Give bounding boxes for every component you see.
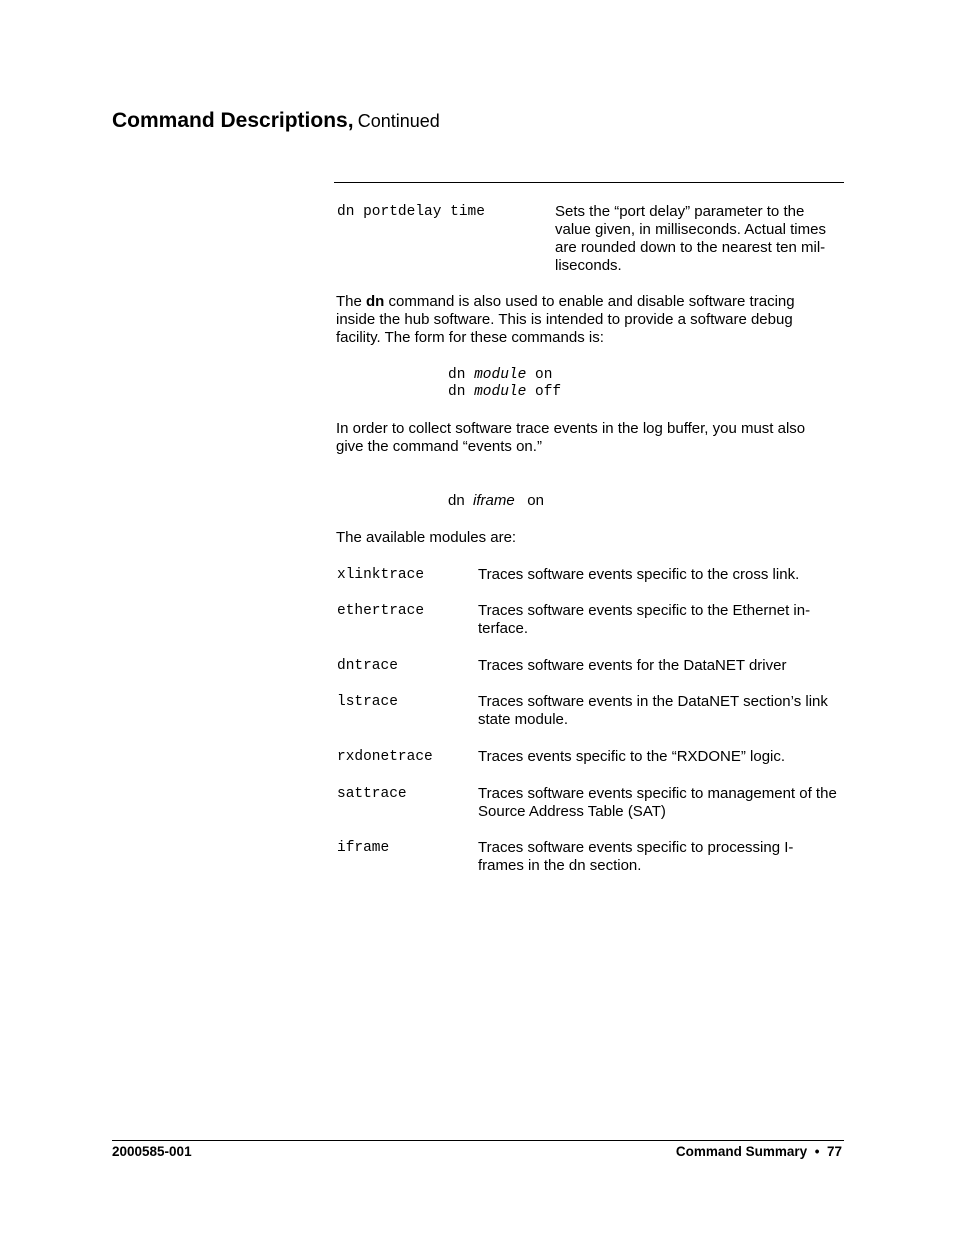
footer-doc-number: 2000585-001 <box>112 1144 192 1159</box>
form-off-arg: module <box>474 384 527 400</box>
module-name: rxdonetrace <box>337 749 433 765</box>
title-continued: Continued <box>357 111 440 131</box>
page-title <box>112 109 440 132</box>
intro-text-end: command is also used to enable and disable software tracing inside the hub software. This is intended to provide a software debug facility. The form for these commands is: <box>336 293 795 346</box>
intro-text-start: The <box>336 293 367 310</box>
footer-page-number: 77 <box>826 1144 842 1159</box>
form-on-arg: module <box>474 367 527 383</box>
example-line <box>448 492 544 510</box>
module-name: lstrace <box>337 694 398 710</box>
form-on-state: on <box>535 367 553 383</box>
form-on-line <box>448 366 552 384</box>
module-description: Traces software events specific to management of the Source Address Table (SAT) <box>478 785 837 820</box>
intro-paragraph <box>336 293 836 347</box>
footer-rule <box>112 1140 844 1141</box>
module-name: dntrace <box>337 658 398 674</box>
top-rule <box>334 182 844 183</box>
example-arg: iframe <box>473 492 515 509</box>
footer-section: Command Summary <box>675 1144 808 1159</box>
module-description: Traces software events specific to the Ethernet in-terface. <box>478 602 811 637</box>
title-main: Command Descriptions, <box>112 109 354 132</box>
form-on-cmd: dn <box>448 367 466 383</box>
module-name: iframe <box>337 840 390 856</box>
module-description: Traces software events specific to the cross link. <box>478 566 800 583</box>
module-name: sattrace <box>337 786 407 802</box>
modules-intro: The available modules are: <box>336 529 517 546</box>
module-description: Traces software events for the DataNET driver <box>478 657 787 674</box>
form-off-cmd: dn <box>448 384 466 400</box>
footer-page-info <box>676 1143 842 1161</box>
footer-bullet: • <box>814 1144 820 1159</box>
portdelay-command: dn portdelay time <box>337 204 485 220</box>
module-description: Traces events specific to the “RXDONE” logic. <box>478 748 786 765</box>
module-description: Traces software events specific to processing I-frames in the dn section. <box>478 839 794 874</box>
example-cmd: dn <box>448 492 465 509</box>
module-description: Traces software events in the DataNET section’s link state module. <box>478 693 828 728</box>
example-state: on <box>527 492 544 509</box>
form-off-state: off <box>535 384 562 400</box>
module-name: xlinktrace <box>337 567 425 583</box>
form-off-line <box>448 383 561 401</box>
module-name: ethertrace <box>337 603 425 619</box>
portdelay-description: Sets the “port delay” parameter to the value given, in milliseconds. Actual times are rounded down to the nearest ten mil-liseconds. <box>555 203 826 274</box>
intro-dn-bold: dn <box>366 293 385 310</box>
collect-paragraph: In order to collect software trace events in the log buffer, you must also give the command “events on.” <box>336 420 806 455</box>
